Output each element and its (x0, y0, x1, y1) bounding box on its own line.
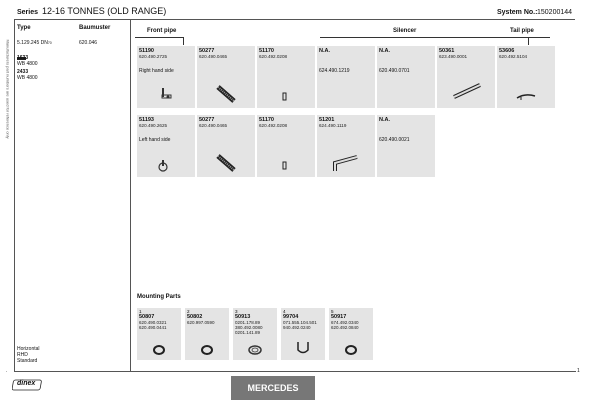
mounting-ref: 380.492.0080 (235, 325, 263, 330)
part-ref: 624.490.1219 (319, 68, 350, 74)
part-code: 50277 (199, 48, 215, 54)
flex-pipe-icon (215, 84, 239, 104)
part-card[interactable] (137, 115, 195, 177)
part-code: 51170 (259, 48, 274, 54)
mounting-ref: 620.997.0590 (187, 320, 215, 325)
column-divider (130, 19, 131, 371)
mounting-ref: 0201.178.89 (235, 320, 261, 325)
part-ref: 620.490.2625 (139, 123, 168, 128)
mounting-num: 5 (331, 309, 334, 314)
part-card[interactable] (137, 46, 195, 108)
mounting-ref: 620.490.0441 (139, 325, 167, 330)
front-pipe-tick (183, 37, 184, 45)
mounting-ref: 674.492.0340 (331, 320, 359, 325)
page-number: 1 (577, 368, 580, 374)
silencer-header: Silencer (393, 28, 417, 34)
front-pipe-header: Front pipe (147, 28, 177, 34)
clamp-ring-icon (151, 342, 167, 356)
mounting-card[interactable] (233, 308, 277, 360)
dinex-logo: dinex (12, 378, 44, 392)
part-card[interactable] (437, 46, 495, 108)
mounting-ref: 940.492.0240 (283, 325, 311, 330)
part-card[interactable] (317, 46, 375, 108)
mounting-num: 4 (283, 309, 286, 314)
part-card[interactable] (377, 115, 435, 177)
part-ref: 620.490.0465 (199, 54, 228, 59)
tail-pipe-header: Tail pipe (510, 28, 534, 34)
side-label: Right hand side (139, 68, 174, 74)
footer-divider (14, 371, 576, 372)
part-ref: 620.490.0701 (379, 68, 410, 74)
silencer-line (320, 37, 530, 38)
mounting-ref: 620.490.0321 (139, 320, 167, 325)
mounting-code: 50802 (187, 314, 203, 320)
mounting-num: 1 (139, 309, 142, 314)
series-label: Series (17, 9, 39, 16)
front-pipe-line (135, 37, 183, 38)
gasket-ring-icon (247, 344, 263, 356)
part-card[interactable] (257, 46, 315, 108)
bolt-icon (281, 92, 289, 102)
mounting-card[interactable] (329, 308, 373, 360)
mounting-ref: 620.492.0840 (331, 325, 359, 330)
part-code: N.A. (319, 48, 330, 54)
part-code: 51201 (319, 117, 335, 123)
mounting-title: Mounting Parts (137, 294, 181, 300)
mounting-ref: 071.555.104.501 (283, 320, 317, 325)
clamp-ring-icon (199, 342, 215, 356)
clamp-ring-icon (343, 342, 359, 356)
system-value: 150200144 (537, 9, 573, 16)
mounting-ref: 0201.141.89 (235, 330, 261, 335)
type-header: Type (17, 25, 31, 31)
mounting-card[interactable] (185, 308, 229, 360)
part-code: 50277 (199, 117, 215, 123)
tail-pipe-icon (515, 92, 537, 102)
system-label: System No.: (497, 9, 538, 16)
part-code: 50361 (439, 48, 455, 54)
part-code: N.A. (379, 117, 390, 123)
straight-pipe-icon (451, 82, 483, 100)
part-card[interactable] (197, 115, 255, 177)
part-code: 51193 (139, 117, 154, 123)
vertical-note: Manufacturers part numbers are used for reference only (5, 39, 11, 139)
part-ref: 620.492.0208 (259, 54, 288, 59)
mounting-card[interactable] (137, 308, 181, 360)
baumuster-value: 620.046 (79, 40, 98, 46)
part-ref: 620.490.2725 (139, 54, 168, 59)
mounting-code: 50807 (139, 314, 155, 320)
part-ref: 620.490.0465 (199, 123, 228, 128)
engine-type: 5.129.245 DN70 (17, 40, 52, 46)
u-bolt-icon (295, 340, 311, 356)
baumuster-header: Baumuster (79, 25, 111, 31)
tail-pipe-tick (528, 37, 529, 45)
mounting-card[interactable] (281, 308, 325, 360)
mounting-code: 50913 (235, 314, 251, 320)
side-label: Left hand side (139, 137, 171, 143)
header-divider (15, 19, 575, 20)
bolt-icon (281, 161, 289, 171)
flex-pipe-icon (215, 153, 239, 173)
series-value: 12-16 TONNES (OLD RANGE) (42, 6, 167, 16)
part-ref: 620.492.5104 (499, 54, 528, 59)
clamp-icon (155, 159, 171, 173)
mounting-code: 99704 (283, 314, 299, 320)
model-1633: 1633 WB 4800 (17, 55, 38, 67)
part-code: 51190 (139, 48, 154, 54)
config-list: Horizontal RHD Standard (17, 346, 40, 364)
brand-banner: MERCEDES (231, 376, 315, 400)
bent-pipe-icon (331, 151, 363, 175)
part-ref: 624.490.1119 (319, 123, 347, 128)
mounting-num: 3 (235, 309, 238, 314)
part-code: N.A. (379, 48, 390, 54)
mounting-num: 2 (187, 309, 190, 314)
part-ref: 623.490.0001 (439, 54, 468, 59)
left-page-marker: . (6, 368, 8, 374)
mounting-code: 50917 (331, 314, 347, 320)
part-card[interactable] (197, 46, 255, 108)
mercedes-star-icon (17, 48, 27, 52)
part-code: 51170 (259, 117, 274, 123)
part-card[interactable] (377, 46, 435, 108)
part-card[interactable] (317, 115, 375, 177)
clamp-icon (159, 86, 173, 100)
part-card[interactable] (497, 46, 555, 108)
part-ref: 620.490.0021 (379, 137, 410, 143)
model-2433: 2433 WB 4800 (17, 69, 38, 81)
part-code: 53606 (499, 48, 515, 54)
part-card[interactable] (257, 115, 315, 177)
part-ref: 620.492.0208 (259, 123, 288, 128)
left-border (14, 19, 15, 371)
